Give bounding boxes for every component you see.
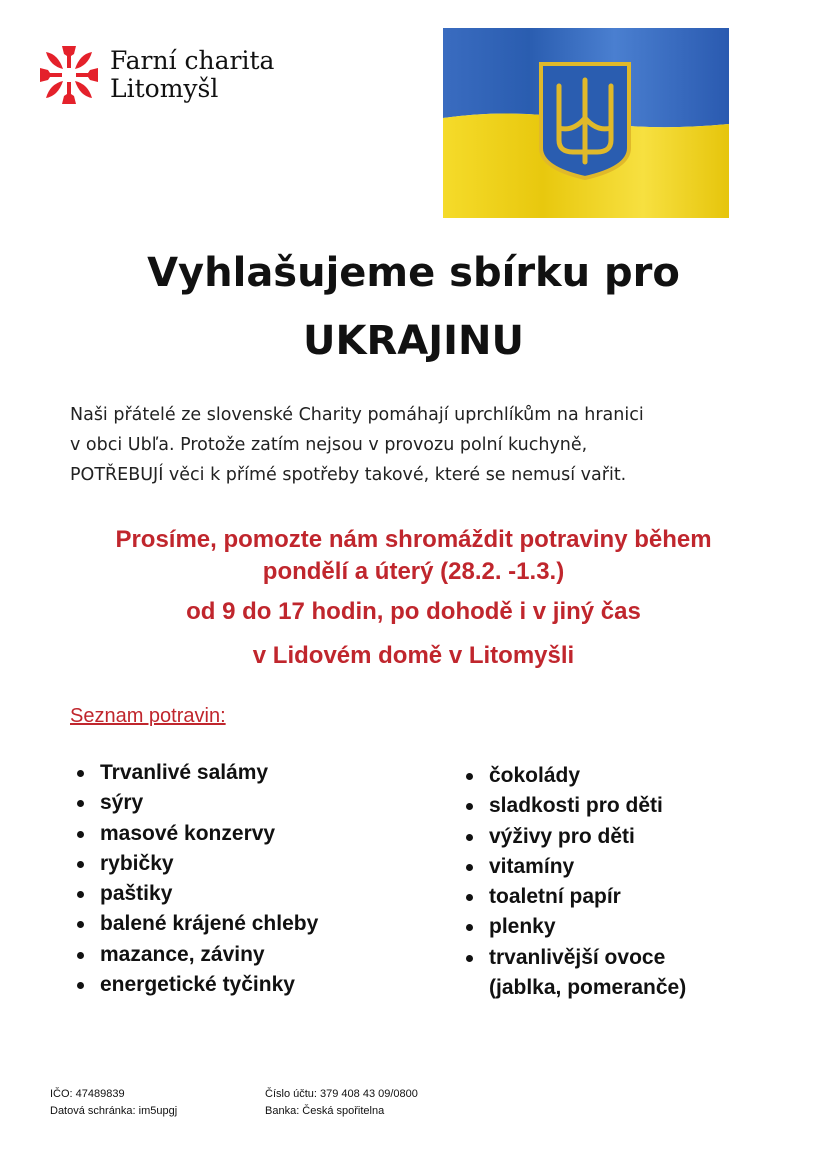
list-item: paštiky [74,879,318,909]
list-item: toaletní papír [463,882,686,912]
appeal-line-1: Prosíme, pomozte nám shromáždit potraviny během [115,526,712,553]
intro-paragraph [70,400,770,490]
list-item-continuation: (jablka, pomeranče) [489,976,687,1000]
list-item-text: trvanlivější ovoce [489,945,666,969]
intro-line: v obci Ubľa. Protože zatím nejsou v provozu polní kuchyně, [70,435,588,455]
appeal-line-2: pondělí a úterý (28.2. -1.3.) [262,558,565,585]
list-item: vitamíny [463,852,686,882]
list-item: balené krájené chleby [74,909,318,939]
footer-datova-schranka: Datová schránka: im5upgj [50,1105,178,1117]
list-item: sýry [74,788,318,818]
footer-ico: IČO: 47489839 [50,1088,125,1100]
heading-line-1: Vyhlašujeme sbírku pro [147,250,680,296]
list-item: rybičky [74,849,318,879]
list-item [463,943,686,1004]
footer-banka: Banka: Česká spořitelna [265,1105,385,1117]
list-item: výživy pro děti [463,822,686,852]
footer-right [265,1086,418,1120]
list-heading: Seznam potravin: [70,705,226,727]
charity-logo [38,44,274,106]
food-list-left [74,758,318,1000]
intro-line: POTŘEBUJÍ věci k přímé spotřeby takové, které se nemusí vařit. [70,465,627,485]
intro-line: Naši přátelé ze slovenské Charity pomáhají uprchlíkům na hranici [70,405,644,425]
logo-line-1: Farní charita [110,46,275,75]
heading-line-2: UKRAJINU [303,318,524,364]
list-item: energetické tyčinky [74,970,318,1000]
list-item: čokolády [463,761,686,791]
logo-line-2: Litomyšl [110,74,219,103]
list-item: masové konzervy [74,819,318,849]
appeal-line-3: od 9 do 17 hodin, po dohodě i v jiný čas [186,598,641,625]
footer-cislo-uctu: Číslo účtu: 379 408 43 09/0800 [265,1088,418,1100]
ukraine-flag-icon [443,28,729,218]
list-item: sladkosti pro děti [463,791,686,821]
food-list-right [463,761,686,1003]
footer-left [50,1086,177,1120]
list-item: mazance, záviny [74,940,318,970]
logo-text [110,47,274,103]
list-item: plenky [463,912,686,942]
caritas-cross-icon [38,44,100,106]
list-item: Trvanlivé salámy [74,758,318,788]
appeal-line-4: v Lidovém domě v Litomyšli [252,642,575,669]
